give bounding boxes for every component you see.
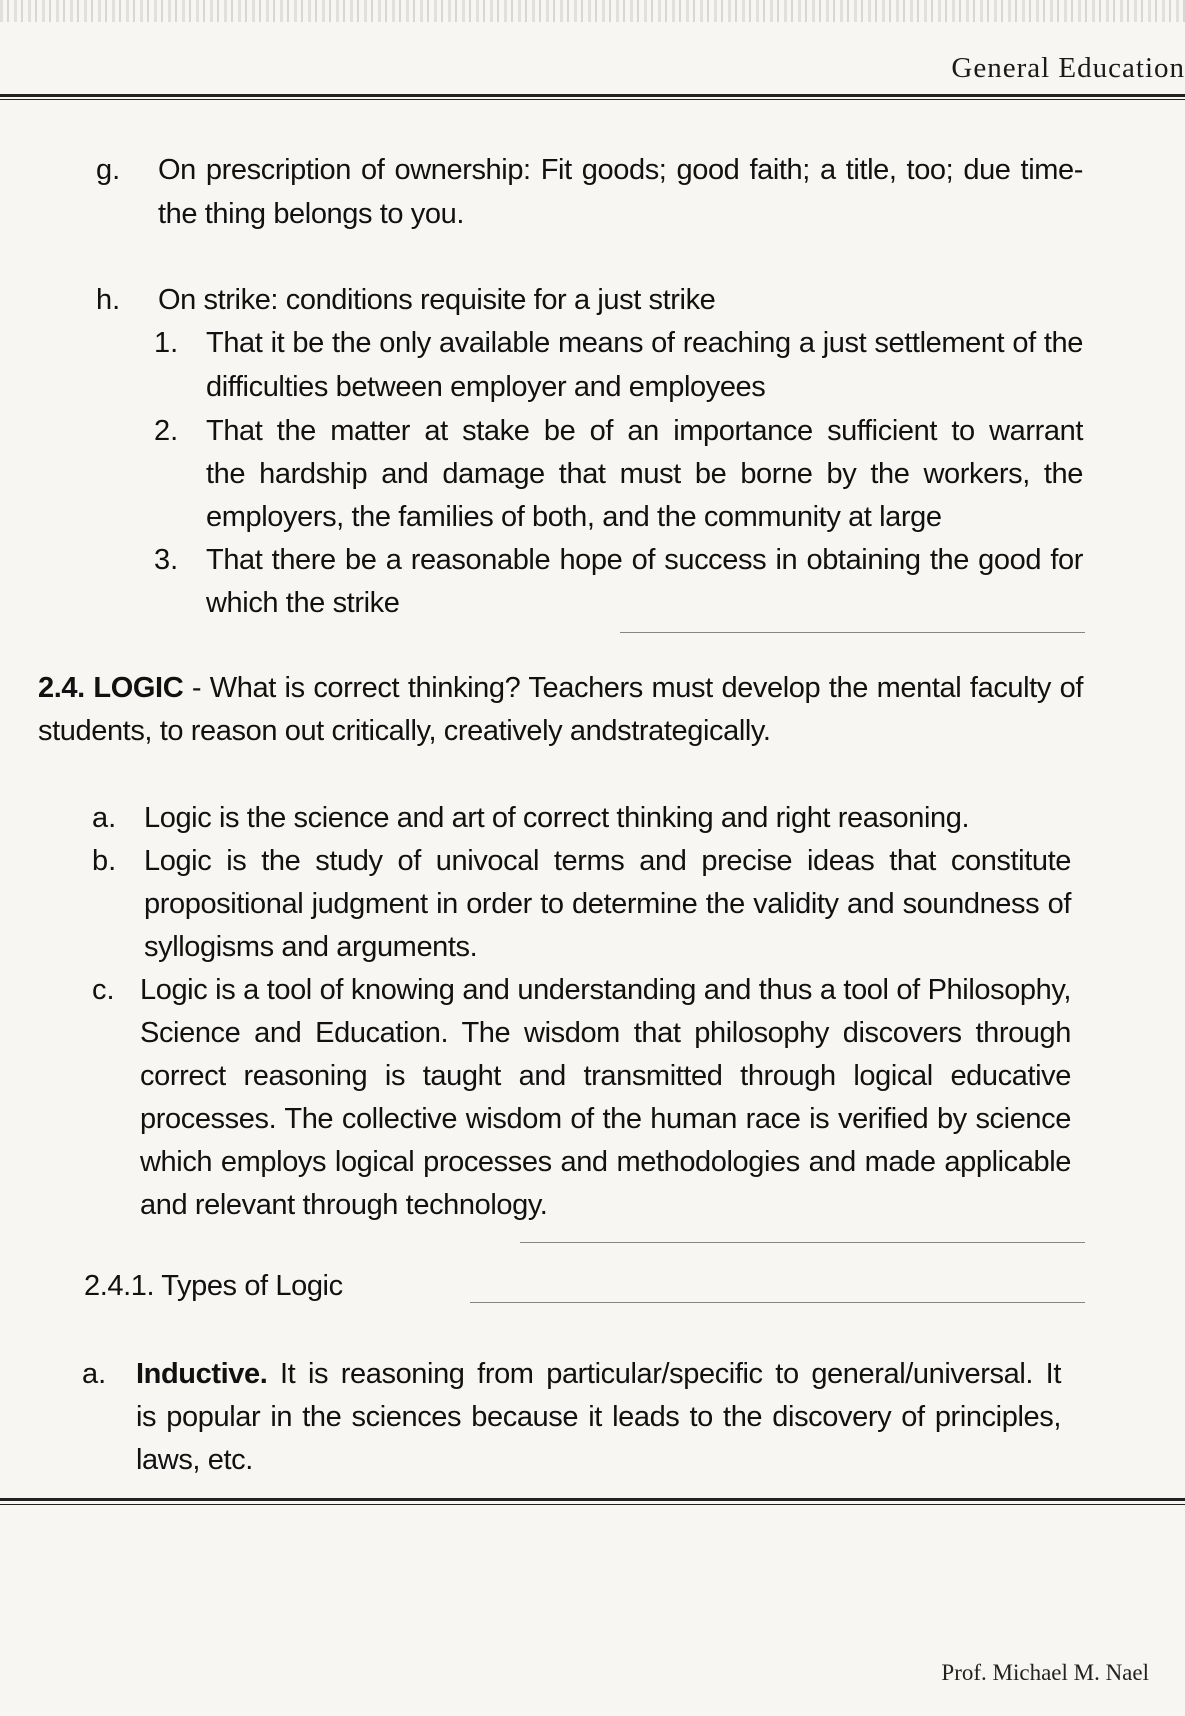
logic-item-b-marker: b. xyxy=(92,845,117,877)
item-h-marker: h. xyxy=(96,284,121,316)
item-g-line-2: the thing belongs to you. xyxy=(158,198,465,230)
item-h-title: On strike: conditions requisite for a just strike xyxy=(158,284,716,316)
scan-noise-top xyxy=(0,0,1185,22)
types-item-a-marker: a. xyxy=(82,1358,107,1390)
logic-intro-text: - What is correct thinking? Teachers must develop the mental faculty of xyxy=(183,672,1083,704)
logic-item-b-line-3: syllogisms and arguments. xyxy=(144,931,478,963)
logic-item-c-marker: c. xyxy=(92,974,115,1006)
strike-condition-3-marker: 3. xyxy=(154,544,179,576)
logic-item-a-marker: a. xyxy=(92,802,117,834)
logic-item-b-line-2: propositional judgment in order to determine the validity and soundness of xyxy=(144,888,1071,920)
types-item-a-line-3: laws, etc. xyxy=(136,1444,253,1476)
running-header: General Education xyxy=(951,52,1185,84)
strike-condition-1-line-1: That it be the only available means of reaching a just settlement of the xyxy=(206,327,1083,359)
types-heading: 2.4.1. Types of Logic xyxy=(84,1270,343,1302)
types-item-a-text: It is reasoning from particular/specific to general/universal. It xyxy=(267,1358,1061,1390)
logic-item-c-line-1: Logic is a tool of knowing and understanding and thus a tool of Philosophy, xyxy=(140,974,1071,1006)
header-rule-thin xyxy=(0,99,1185,100)
scan-line xyxy=(620,632,1085,633)
logic-heading: 2.4. LOGIC xyxy=(38,672,184,704)
scan-line xyxy=(470,1302,1085,1303)
scan-line xyxy=(520,1242,1085,1243)
logic-item-a-line-1: Logic is the science and art of correct thinking and right reasoning. xyxy=(144,802,970,834)
logic-item-c-line-3: correct reasoning is taught and transmitted through logical educative xyxy=(140,1060,1071,1092)
logic-item-b-line-1: Logic is the study of univocal terms and precise ideas that constitute xyxy=(144,845,1071,877)
logic-item-c-line-2: Science and Education. The wisdom that philosophy discovers through xyxy=(140,1017,1071,1049)
item-g-line-1: On prescription of ownership: Fit goods; good faith; a title, too; due time- xyxy=(158,154,1083,186)
logic-intro-line-1 xyxy=(38,670,1083,706)
footer-rule-thin xyxy=(0,1504,1185,1505)
header-rule xyxy=(0,94,1185,97)
strike-condition-2-marker: 2. xyxy=(154,415,179,447)
item-g-marker: g. xyxy=(96,154,121,186)
strike-condition-2-line-2: the hardship and damage that must be borne by the workers, the xyxy=(206,458,1083,490)
strike-condition-3-line-2: which the strike xyxy=(206,587,400,619)
types-item-a-line-2: is popular in the sciences because it leads to the discovery of principles, xyxy=(136,1401,1061,1433)
logic-item-c-line-5: which employs logical processes and methodologies and made applicable xyxy=(140,1146,1071,1178)
strike-condition-2-line-1: That the matter at stake be of an importance sufficient to warrant xyxy=(206,415,1083,447)
types-item-a-line-1 xyxy=(136,1356,1061,1392)
footer-rule xyxy=(0,1498,1185,1501)
logic-item-c-line-6: and relevant through technology. xyxy=(140,1189,548,1221)
logic-item-c-line-4: processes. The collective wisdom of the human race is verified by science xyxy=(140,1103,1071,1135)
strike-condition-2-line-3: employers, the families of both, and the community at large xyxy=(206,501,942,533)
types-item-a-label: Inductive. xyxy=(136,1358,268,1390)
strike-condition-1-marker: 1. xyxy=(154,327,179,359)
strike-condition-3-line-1: That there be a reasonable hope of success in obtaining the good for xyxy=(206,544,1083,576)
logic-intro-line-2: students, to reason out critically, creatively andstrategically. xyxy=(38,715,771,747)
footer-author: Prof. Michael M. Nael xyxy=(941,1660,1149,1685)
strike-condition-1-line-2: difficulties between employer and employees xyxy=(206,371,766,403)
